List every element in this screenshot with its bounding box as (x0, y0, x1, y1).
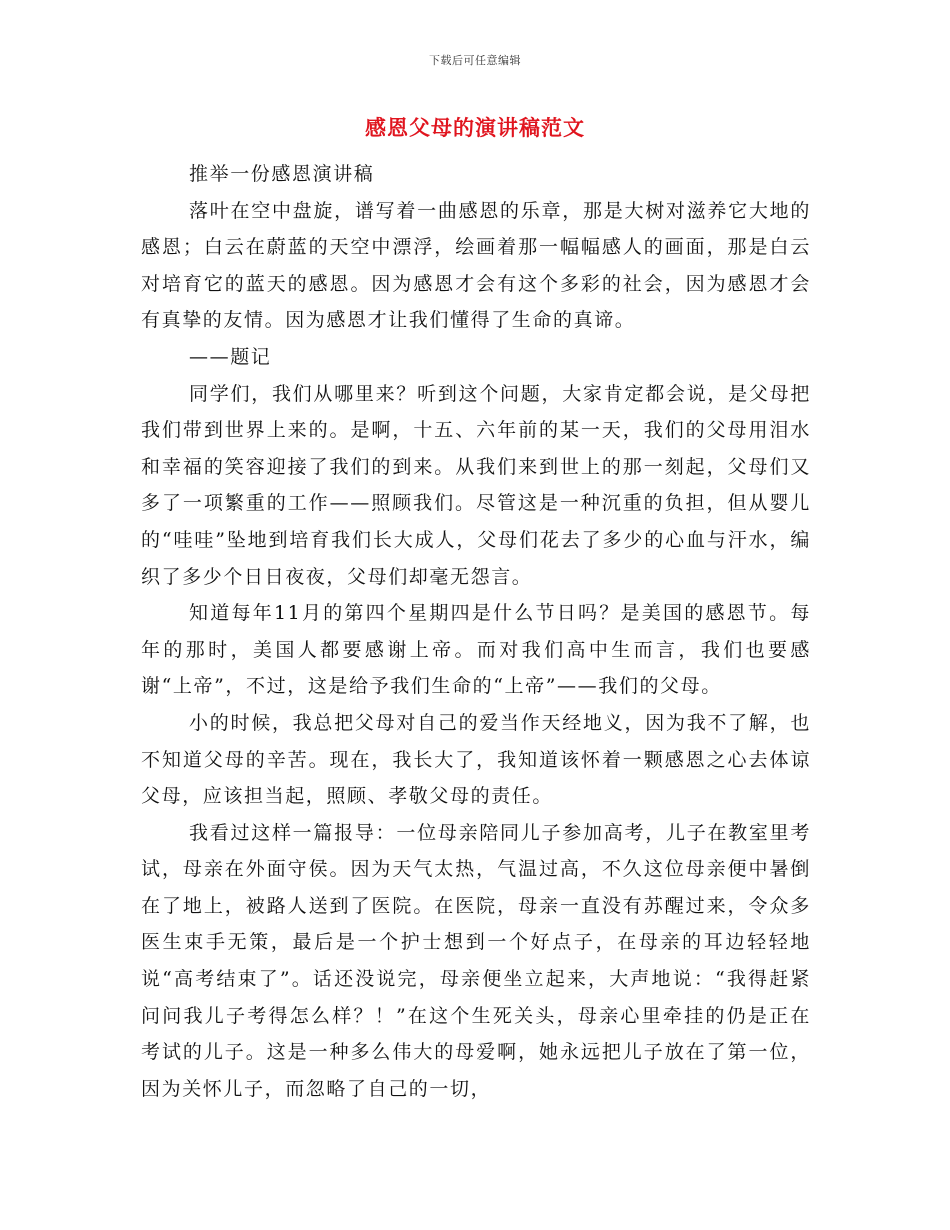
paragraph-where-from: 同学们，我们从哪里来？听到这个问题，大家肯定都会说，是父母把我们带到世界上来的。是啊，十五、六年前的某一天，我们的父母用泪水和幸福的笑容迎接了我们的到来。从我们来到世上的那一刻起，父母们又多了一项繁重的工作——照顾我们。尽管这是一种沉重的负担，但从婴儿的“哇哇”坠地到培育我们长大成人，父母们花去了多少的心血与汗水，编织了多少个日日夜夜，父母们却毫无怨言。 (141, 382, 811, 588)
paragraph-epigraph: 落叶在空中盘旋，谱写着一曲感恩的乐章，那是大树对滋养它大地的感恩；白云在蔚蓝的天空中漂浮，绘画着那一幅幅感人的画面，那是白云对培育它的蓝天的感恩。因为感恩才会有这个多彩的社会，因为感恩才会有真挚的友情。因为感恩才让我们懂得了生命的真谛。 (141, 199, 811, 332)
document-body (141, 156, 811, 1107)
paragraph-report: 我看过这样一篇报导：一位母亲陪同儿子参加高考，儿子在教室里考试，母亲在外面守侯。因为天气太热，气温过高，不久这位母亲便中暑倒在了地上，被路人送到了医院。在医院，母亲一直没有苏醒过来，令众多医生束手无策，最后是一个护士想到一个好点子，在母亲的耳边轻轻地说“高考结束了”。话还没说完，母亲便坐立起来，大声地说：“我得赶紧问问我儿子考得怎么样？！”在这个生死关头，母亲心里牵挂的仍是正在考试的儿子。这是一种多么伟大的母爱啊，她永远把儿子放在了第一位，因为关怀儿子，而忽略了自己的一切， (141, 821, 811, 1100)
paragraph-thanksgiving: 知道每年11月的第四个星期四是什么节日吗？是美国的感恩节。每年的那时，美国人都要感谢上帝。而对我们高中生而言，我们也要感谢“上帝”，不过，这是给予我们生命的“上帝”——我们的父母。 (141, 602, 811, 698)
document-title: 感恩父母的演讲稿范文 (365, 115, 585, 140)
paragraph-epigraph-signature: ——题记 (189, 345, 272, 368)
page-header-note: 下载后可任意编辑 (429, 54, 521, 67)
paragraph-childhood: 小的时候，我总把父母对自己的爱当作天经地义，因为我不了解，也不知道父母的辛苦。现在，我长大了，我知道该怀着一颗感恩之心去体谅父母，应该担当起，照顾、孝敬父母的责任。 (141, 711, 811, 808)
paragraph-intro: 推举一份感恩演讲稿 (189, 163, 375, 185)
